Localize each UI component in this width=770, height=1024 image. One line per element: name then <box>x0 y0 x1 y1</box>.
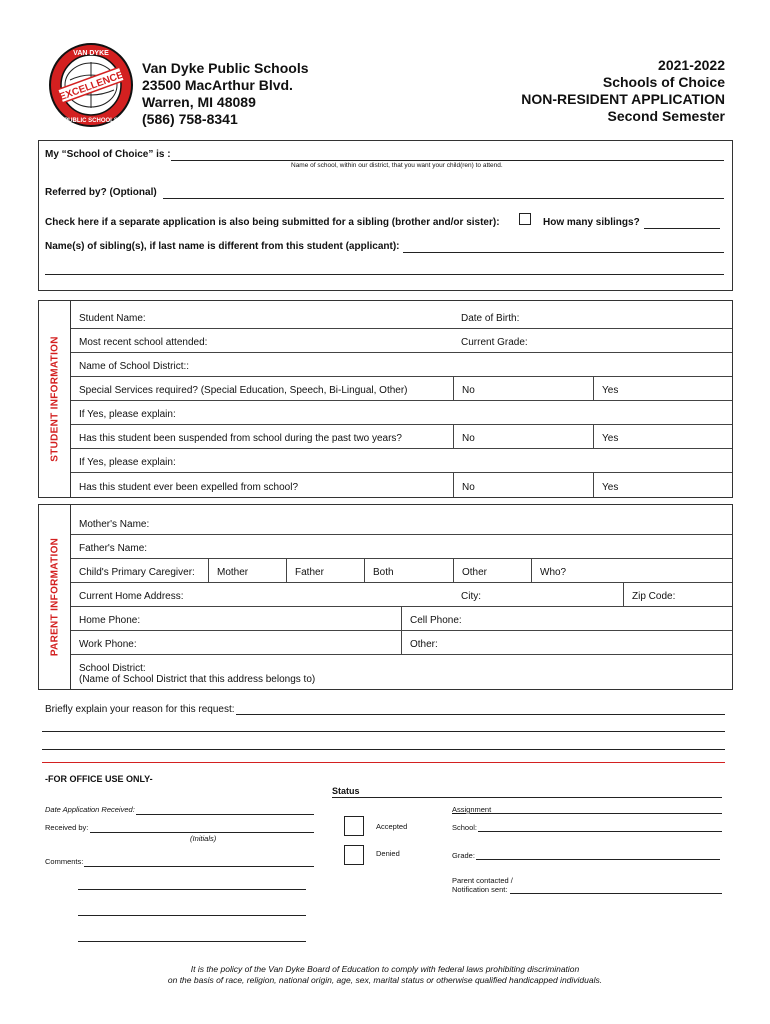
cell-phone-label: Cell Phone: <box>401 607 732 630</box>
district-name: Van Dyke Public Schools <box>142 60 309 76</box>
caregiver-father-option[interactable]: Father <box>286 559 364 582</box>
reason-label: Briefly explain your reason for this request: <box>45 704 235 715</box>
special-services-row <box>71 377 732 401</box>
district-street: 23500 MacArthur Blvd. <box>142 77 293 93</box>
reason-field-3[interactable] <box>42 749 725 750</box>
suspended-no[interactable]: No <box>453 425 593 448</box>
policy-line-1: It is the policy of the Van Dyke Board of Education to comply with federal laws prohibiting discrimination <box>190 964 580 974</box>
recent-school-label: Most recent school attended: <box>79 337 208 348</box>
parent-information-section <box>38 504 733 690</box>
assignment-underline <box>490 813 722 814</box>
parent-district-block <box>79 663 315 685</box>
date-of-birth-label: Date of Birth: <box>461 313 520 324</box>
program-name: Schools of Choice <box>602 74 725 90</box>
referred-by-field[interactable] <box>163 198 724 199</box>
special-services-yes[interactable]: Yes <box>593 377 732 400</box>
denied-checkbox[interactable] <box>344 845 364 865</box>
current-grade-label: Current Grade: <box>461 337 528 348</box>
reason-field-2[interactable] <box>42 731 725 732</box>
grade-label: Grade: <box>452 851 475 860</box>
policy-line-2: on the basis of race, religion, national origin, age, sex, marital status or otherwise qualified handicapped individuals. <box>167 975 603 985</box>
office-heading: -FOR OFFICE USE ONLY- <box>45 774 153 784</box>
school-of-choice-field[interactable] <box>171 160 724 161</box>
home-address-row[interactable] <box>71 583 732 607</box>
parent-contacted-label: Parent contacted / <box>452 876 513 885</box>
mother-name-row[interactable] <box>71 511 732 535</box>
received-by-field[interactable] <box>90 832 314 833</box>
student-district-row[interactable] <box>71 353 732 377</box>
notification-sent-field[interactable] <box>510 893 722 894</box>
parent-district-row[interactable] <box>71 657 732 687</box>
district-address-block <box>142 60 309 128</box>
application-title-block <box>521 57 725 125</box>
expelled-no[interactable]: No <box>453 473 593 497</box>
school-label: School: <box>452 823 478 832</box>
suspended-yes[interactable]: Yes <box>593 425 732 448</box>
caregiver-mother-option[interactable]: Mother <box>208 559 286 582</box>
special-services-label: Special Services required? (Special Education, Speech, Bi-Lingual, Other) <box>79 385 408 396</box>
notification-sent-label: Notification sent: <box>452 885 508 894</box>
how-many-siblings-field[interactable] <box>644 228 720 229</box>
work-phone-row[interactable] <box>71 631 732 655</box>
expelled-row <box>71 473 732 497</box>
parent-contacted-block <box>452 876 513 894</box>
mother-name-label: Mother's Name: <box>79 519 150 530</box>
special-services-explain-label: If Yes, please explain: <box>79 409 176 420</box>
comments-field-4[interactable] <box>78 941 306 942</box>
caregiver-who-field[interactable]: Who? <box>531 559 732 582</box>
home-phone-row[interactable] <box>71 607 732 631</box>
caregiver-label: Child's Primary Caregiver: <box>79 567 195 578</box>
office-divider <box>42 762 725 763</box>
grade-field[interactable] <box>476 859 720 860</box>
district-city: Warren, MI 48089 <box>142 94 256 110</box>
parent-district-hint: (Name of School District that this address belongs to) <box>79 674 316 685</box>
suspended-explain-label: If Yes, please explain: <box>79 457 176 468</box>
school-field[interactable] <box>478 831 722 832</box>
student-name-label: Student Name: <box>79 313 146 324</box>
caregiver-both-option[interactable]: Both <box>364 559 453 582</box>
student-section-label: STUDENT INFORMATION <box>39 301 71 497</box>
denied-label: Denied <box>376 849 400 858</box>
date-received-field[interactable] <box>136 814 314 815</box>
suspended-explain-row[interactable] <box>71 449 732 473</box>
school-of-choice-label: My “School of Choice” is : <box>45 149 171 160</box>
status-heading: Status <box>332 786 360 796</box>
work-phone-label: Work Phone: <box>79 639 137 650</box>
status-underline <box>332 797 722 798</box>
parent-district-label: School District: <box>79 663 146 674</box>
logo-text-top: VAN DYKE <box>73 50 109 57</box>
assignment-label: Assignment <box>452 805 492 814</box>
suspended-label: Has this student been suspended from school during the past two years? <box>79 433 402 444</box>
received-by-label: Received by: <box>45 823 89 832</box>
how-many-siblings-label: How many siblings? <box>543 217 640 228</box>
accepted-checkbox[interactable] <box>344 816 364 836</box>
comments-field-3[interactable] <box>78 915 306 916</box>
comments-field-2[interactable] <box>78 889 306 890</box>
sibling-names-field-2[interactable] <box>45 274 724 275</box>
caregiver-other-option[interactable]: Other <box>453 559 531 582</box>
city-label: City: <box>461 591 481 602</box>
sibling-names-field[interactable] <box>403 252 724 253</box>
parent-section-label: PARENT INFORMATION <box>39 505 71 689</box>
school-of-choice-hint: Name of school, within our district, that you want your child(ren) to attend. <box>291 162 503 169</box>
caregiver-row <box>71 559 732 583</box>
district-logo <box>48 42 134 128</box>
suspended-row <box>71 425 732 449</box>
accepted-label: Accepted <box>376 822 408 831</box>
reason-field-1[interactable] <box>236 714 725 715</box>
semester: Second Semester <box>607 108 725 124</box>
school-year: 2021-2022 <box>658 57 725 73</box>
comments-label: Comments: <box>45 857 84 866</box>
father-name-label: Father's Name: <box>79 543 148 554</box>
student-information-section <box>38 300 733 498</box>
referral-box <box>38 140 733 291</box>
special-services-explain-row[interactable] <box>71 401 732 425</box>
comments-field-1[interactable] <box>84 866 314 867</box>
home-address-label: Current Home Address: <box>79 591 184 602</box>
referred-by-label: Referred by? (Optional) <box>45 187 157 198</box>
other-phone-label: Other: <box>401 631 732 654</box>
sibling-checkbox[interactable] <box>519 213 531 225</box>
home-phone-label: Home Phone: <box>79 615 141 626</box>
father-name-row[interactable] <box>71 535 732 559</box>
date-received-label: Date Application Received: <box>45 805 135 814</box>
zip-label: Zip Code: <box>623 583 732 606</box>
student-district-label: Name of School District:: <box>79 361 190 372</box>
application-type: NON-RESIDENT APPLICATION <box>521 91 725 107</box>
student-name-row[interactable] <box>71 305 732 329</box>
expelled-label: Has this student ever been expelled from school? <box>79 482 299 493</box>
logo-text-bottom: PUBLIC SCHOOLS <box>64 118 118 124</box>
expelled-yes[interactable]: Yes <box>593 473 732 497</box>
recent-school-row[interactable] <box>71 329 732 353</box>
sibling-names-label: Name(s) of sibling(s), if last name is different from this student (applicant): <box>45 241 400 252</box>
non-discrimination-policy <box>0 964 770 986</box>
logo-text-mid: EXCELLENCE <box>58 69 125 104</box>
district-phone: (586) 758-8341 <box>142 111 238 127</box>
sibling-check-label: Check here if a separate application is also being submitted for a sibling (brother and/or sister): <box>45 217 500 228</box>
special-services-no[interactable]: No <box>453 377 593 400</box>
initials-hint: (Initials) <box>190 834 217 843</box>
